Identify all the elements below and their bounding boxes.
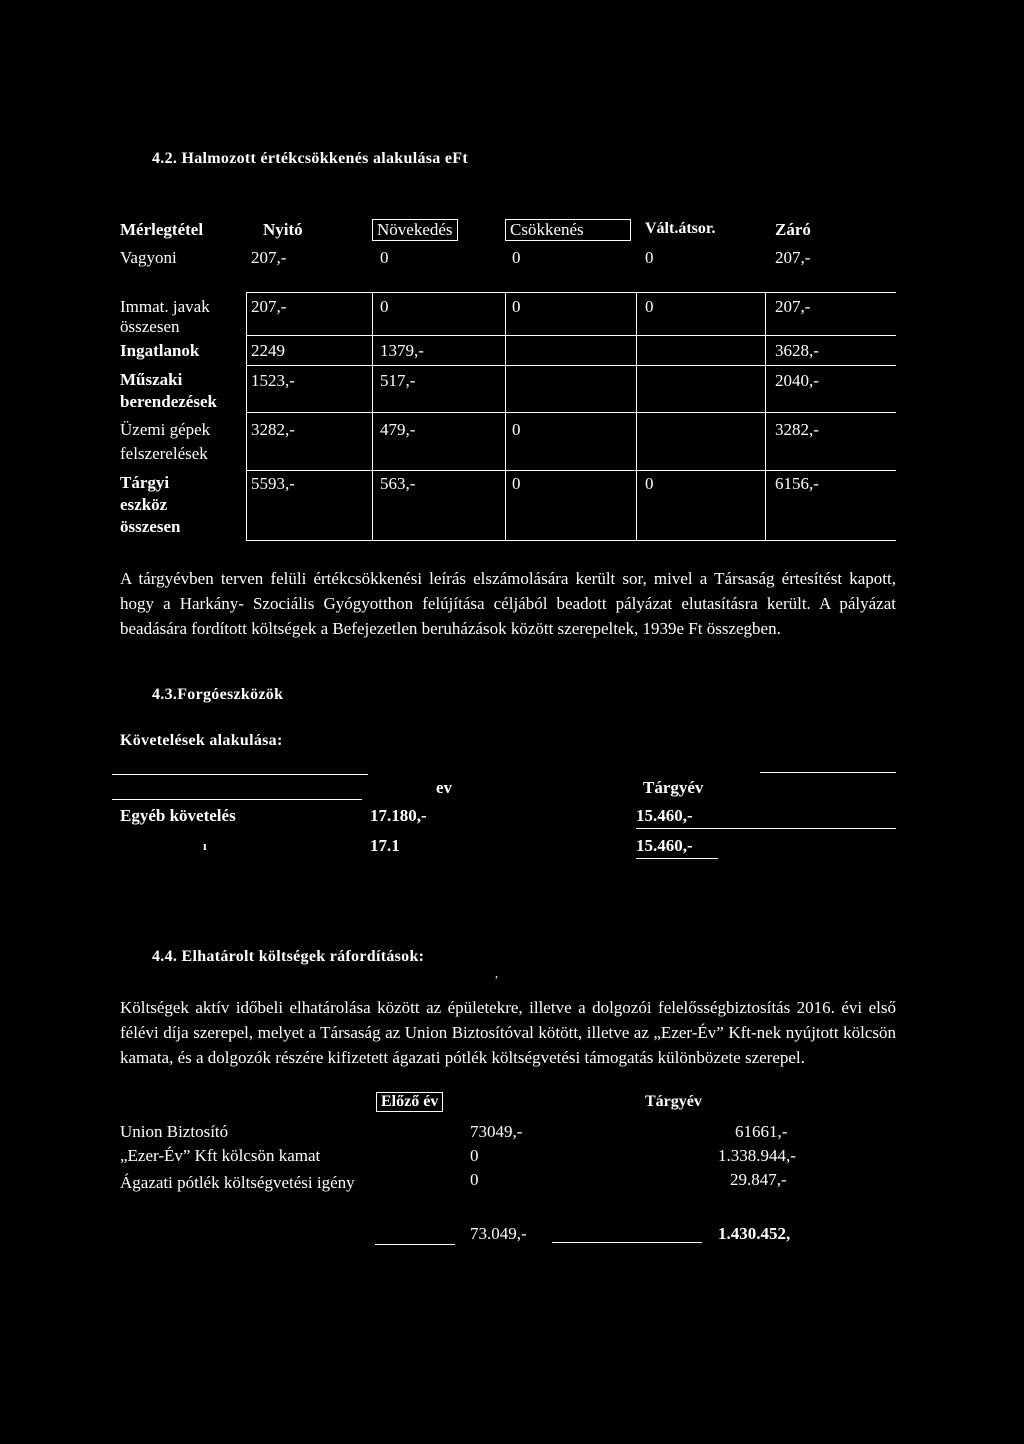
row-open: 3282,-: [251, 420, 295, 439]
grid-line: [505, 292, 506, 540]
row-prev: 17.180,-: [370, 806, 427, 825]
total-prev: 73.049,-: [470, 1224, 527, 1243]
row-close: 3282,-: [775, 420, 819, 439]
section-44-title: 4.4. Elhatárolt költségek ráfordítások:: [152, 948, 425, 965]
row-inc: 563,-: [380, 474, 416, 493]
grid-line: [552, 1242, 702, 1243]
section-43-subtitle: Követelések alakulása:: [120, 732, 283, 749]
section-42-paragraph: A tárgyévben terven felüli értékcsökkenési leírás elszámolására került sor, mivel a Társaság értesítést kapott, hogy a Harkány- Szociális Gyógyotthon felújítása céljából beadott pályázat elutasításra került. A pályázat beadására fordított költségek a Befejezetlen beruházások között szerepeltek, 1939e Ft összegben.: [120, 569, 896, 638]
row-close: 6156,-: [775, 474, 819, 493]
grid-line: [246, 540, 896, 541]
grid-line: [760, 772, 896, 773]
grid-line: [636, 292, 637, 540]
grid-line: [246, 292, 896, 293]
grid-line: [246, 335, 896, 336]
header-csokkenes: Csökkenés: [505, 219, 631, 241]
section-43-title: 4.3.Forgóeszközök: [152, 686, 284, 703]
row-close: 207,-: [775, 248, 811, 267]
row-inc: 0: [380, 248, 389, 267]
row-label: „Ezer-Év” Kft kölcsön kamat: [120, 1146, 321, 1165]
header-valt-atsor: Vált.átsor.: [645, 220, 716, 237]
grid-line: [372, 292, 373, 540]
header-nyito: Nyitó: [263, 220, 303, 239]
row-dec: 0: [512, 474, 521, 493]
row-open: 2249: [251, 341, 285, 360]
header-targyev: Tárgyév: [643, 778, 704, 797]
row-label: Üzemi gépek felszerelések: [120, 420, 211, 463]
grid-line: [765, 292, 766, 540]
row-label: Egyéb követelés: [120, 806, 236, 825]
header-targyev-44: Tárgyév: [645, 1093, 702, 1110]
row-label: Műszaki berendezések: [120, 370, 217, 411]
row-curr: 1.338.944,-: [718, 1146, 796, 1165]
row-label: ı: [203, 838, 207, 853]
grid-line: [375, 1244, 455, 1245]
row-label: Union Biztosító: [120, 1122, 229, 1141]
header-elozo-ev: Előző év: [376, 1092, 443, 1112]
row-label: Vagyoni: [120, 248, 177, 267]
row-reclass: 0: [645, 297, 654, 316]
grid-line: [636, 858, 718, 859]
grid-line: [246, 412, 896, 413]
row-prev: 17.1: [370, 836, 400, 855]
row-open: 1523,-: [251, 371, 295, 390]
section-44-paragraph: Költségek aktív időbeli elhatárolása között az épületekre, illetve a dolgozói felelősségbiztosítás 2016. évi első félévi díja szerepel, melyet a Társaság az Union Biztosítóval kötött, illetve az „Ezer-Év” Kft-nek nyújtott kölcsön kamata, és a dolgozók részére kifizetett ágazati pótlék költségvetési támogatás különbözete szerepel.: [120, 998, 896, 1067]
header-ev: ev: [436, 778, 453, 797]
stray-mark: ,: [495, 966, 498, 980]
row-reclass: 0: [645, 248, 654, 267]
header-merlegtetel: Mérlegtétel: [120, 220, 204, 239]
row-open: 207,-: [251, 297, 287, 316]
grid-line: [246, 365, 896, 366]
row-dec: 0: [512, 248, 521, 267]
row-open: 207,-: [251, 248, 287, 267]
total-curr: 1.430.452,: [718, 1224, 791, 1243]
row-inc: 479,-: [380, 420, 416, 439]
row-close: 207,-: [775, 297, 811, 316]
header-zaro: Záró: [775, 220, 811, 239]
row-inc: 517,-: [380, 371, 416, 390]
section-42-title: 4.2. Halmozott értékcsökkenés alakulása eFt: [152, 150, 468, 167]
row-label: Ágazati pótlék költségvetési igény: [120, 1173, 355, 1192]
row-dec: 0: [512, 297, 521, 316]
grid-line: [246, 470, 896, 471]
row-curr: 29.847,-: [730, 1170, 787, 1189]
header-novekedes: Növekedés: [372, 219, 458, 241]
grid-line: [112, 774, 368, 775]
row-open: 5593,-: [251, 474, 295, 493]
row-inc: 1379,-: [380, 341, 424, 360]
row-prev: 73049,-: [470, 1122, 523, 1141]
grid-line: [636, 828, 896, 829]
row-label: Tárgyi eszköz összesen: [120, 473, 181, 536]
row-inc: 0: [380, 297, 389, 316]
row-curr: 61661,-: [735, 1122, 788, 1141]
row-curr: 15.460,-: [636, 806, 693, 825]
row-prev: 0: [470, 1146, 479, 1165]
grid-line: [246, 292, 247, 540]
row-dec: 0: [512, 420, 521, 439]
row-prev: 0: [470, 1170, 479, 1189]
row-curr: 15.460,-: [636, 836, 693, 855]
row-label: Immat. javak összesen: [120, 297, 210, 336]
row-reclass: 0: [645, 474, 654, 493]
row-close: 3628,-: [775, 341, 819, 360]
row-close: 2040,-: [775, 371, 819, 390]
grid-line: [112, 799, 362, 800]
row-label: Ingatlanok: [120, 341, 200, 360]
